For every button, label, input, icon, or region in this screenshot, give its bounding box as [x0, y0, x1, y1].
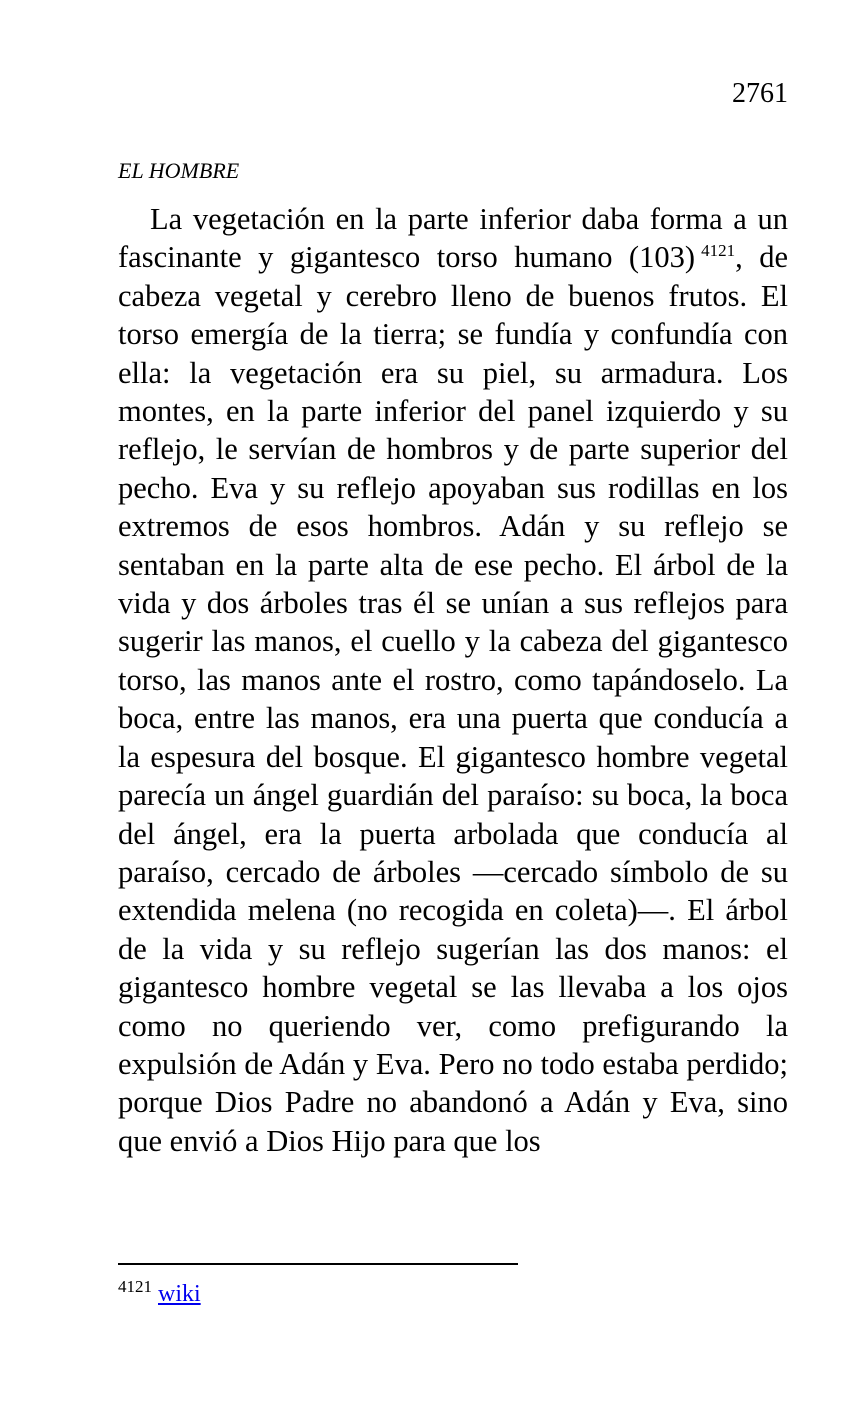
body-paragraph — [118, 200, 788, 1160]
footnote-wiki-link[interactable]: wiki — [158, 1281, 201, 1307]
footnote-number: 4121 — [118, 1277, 152, 1296]
body-text-part-1: La vegetación en la parte inferior daba forma a un fascinante y gigantesco torso humano (103) — [118, 202, 788, 275]
footnote-separator — [118, 1263, 518, 1265]
page-number: 2761 — [732, 78, 788, 109]
footnote-reference[interactable]: 4121 — [701, 241, 736, 261]
footnote — [118, 1278, 201, 1310]
running-head: EL HOMBRE — [118, 158, 240, 183]
body-text-part-2: , de cabeza vegetal y cerebro lleno de buenos frutos. El torso emergía de la tierra; se fundía y confundía con ella: la vegetación era su piel, su armadura. Los montes, en la parte inferior del panel izquierdo y su reflejo, le servían de hombros y de parte superior del pecho. Eva y su reflejo apoyaban sus rodillas en los extremos de esos hombros. Adán y su reflejo se sentaban en la parte alta de ese pecho. El árbol de la vida y dos árboles tras él se unían a sus reflejos para sugerir las manos, el cuello y la cabeza del gigantesco torso, las manos ante el rostro, como tapándoselo. La boca, entre las manos, era una puerta que conducía a la espesura del bosque. El gigantesco hombre vegetal parecía un ángel guardián del paraíso: su boca, la boca del ángel, era la puerta arbolada que conducía al paraíso, cercado de árboles —cercado símbolo de su extendida melena (no recogida en coleta)—. El árbol de la vida y su reflejo sugerían las dos manos: el gigantesco hombre vegetal se las llevaba a los ojos como no queriendo ver, como prefigurando la expulsión de Adán y Eva. Pero no todo estaba perdido; porque Dios Padre no abandonó a Adán y Eva, sino que envió a Dios Hijo para que los — [118, 240, 788, 1158]
